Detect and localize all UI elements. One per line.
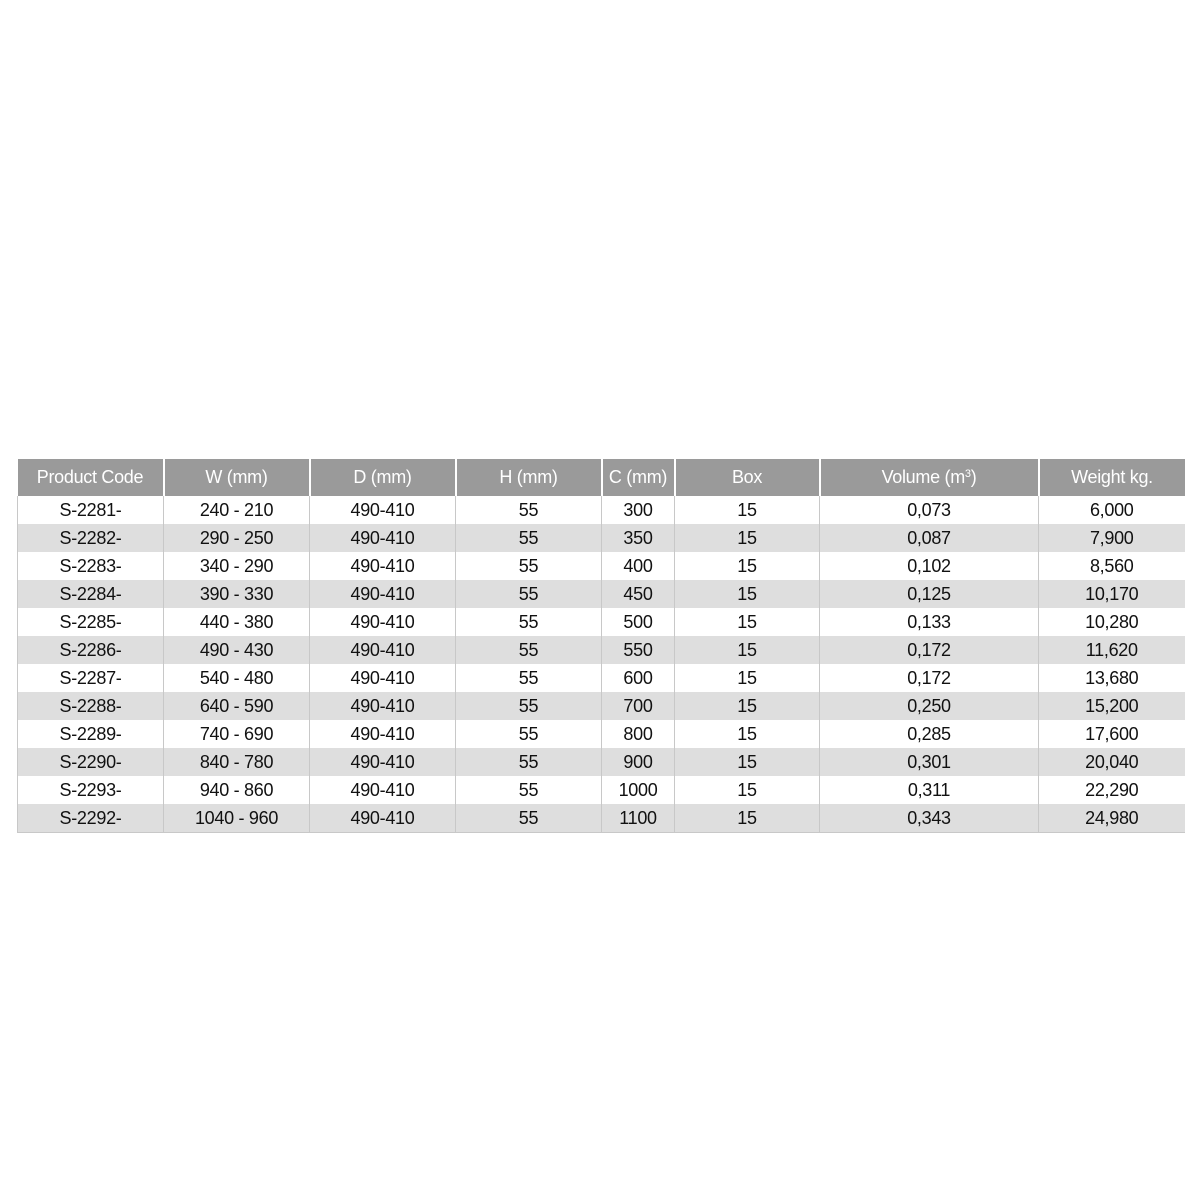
cell-depth: 490-410 — [310, 608, 456, 636]
cell-width: 490 - 430 — [164, 636, 310, 664]
cell-volume: 0,102 — [820, 552, 1039, 580]
header-volume — [820, 459, 1039, 496]
cell-box: 15 — [675, 580, 820, 608]
cell-product-code: S-2284- — [18, 580, 164, 608]
cell-depth: 490-410 — [310, 692, 456, 720]
cell-depth: 490-410 — [310, 636, 456, 664]
cell-volume: 0,172 — [820, 664, 1039, 692]
cell-weight: 13,680 — [1039, 664, 1185, 692]
table-row — [18, 776, 1185, 804]
product-spec-table — [17, 459, 1185, 833]
cell-volume: 0,133 — [820, 608, 1039, 636]
cell-box: 15 — [675, 692, 820, 720]
cell-volume: 0,172 — [820, 636, 1039, 664]
cell-depth: 490-410 — [310, 496, 456, 524]
cell-height: 55 — [456, 776, 602, 804]
cell-weight: 11,620 — [1039, 636, 1185, 664]
cell-product-code: S-2290- — [18, 748, 164, 776]
cell-c: 300 — [602, 496, 675, 524]
cell-weight: 22,290 — [1039, 776, 1185, 804]
cell-volume: 0,343 — [820, 804, 1039, 833]
cell-volume: 0,250 — [820, 692, 1039, 720]
header-depth: D (mm) — [310, 459, 456, 496]
cell-box: 15 — [675, 804, 820, 833]
cell-volume: 0,073 — [820, 496, 1039, 524]
table-row — [18, 552, 1185, 580]
table-row — [18, 496, 1185, 524]
cell-c: 400 — [602, 552, 675, 580]
table-row — [18, 692, 1185, 720]
cell-height: 55 — [456, 636, 602, 664]
cell-height: 55 — [456, 748, 602, 776]
cell-depth: 490-410 — [310, 552, 456, 580]
cell-height: 55 — [456, 804, 602, 833]
cell-weight: 17,600 — [1039, 720, 1185, 748]
cell-c: 550 — [602, 636, 675, 664]
cell-product-code: S-2289- — [18, 720, 164, 748]
header-volume-label: Volume (m — [881, 467, 965, 487]
cell-width: 740 - 690 — [164, 720, 310, 748]
cell-height: 55 — [456, 552, 602, 580]
cell-volume: 0,125 — [820, 580, 1039, 608]
cell-height: 55 — [456, 692, 602, 720]
cell-c: 700 — [602, 692, 675, 720]
cell-depth: 490-410 — [310, 776, 456, 804]
cell-c: 800 — [602, 720, 675, 748]
cell-c: 500 — [602, 608, 675, 636]
cell-width: 940 - 860 — [164, 776, 310, 804]
cell-height: 55 — [456, 720, 602, 748]
cell-weight: 24,980 — [1039, 804, 1185, 833]
cell-height: 55 — [456, 496, 602, 524]
cell-c: 1000 — [602, 776, 675, 804]
cell-box: 15 — [675, 524, 820, 552]
cell-height: 55 — [456, 664, 602, 692]
cell-box: 15 — [675, 720, 820, 748]
table-body — [18, 496, 1185, 833]
cell-box: 15 — [675, 496, 820, 524]
cell-volume: 0,087 — [820, 524, 1039, 552]
table-row — [18, 804, 1185, 833]
cell-weight: 10,170 — [1039, 580, 1185, 608]
cell-box: 15 — [675, 552, 820, 580]
cell-product-code: S-2282- — [18, 524, 164, 552]
cell-box: 15 — [675, 636, 820, 664]
cell-width: 340 - 290 — [164, 552, 310, 580]
cell-product-code: S-2283- — [18, 552, 164, 580]
cell-volume: 0,311 — [820, 776, 1039, 804]
cell-height: 55 — [456, 580, 602, 608]
cell-product-code: S-2287- — [18, 664, 164, 692]
cell-depth: 490-410 — [310, 580, 456, 608]
cell-weight: 10,280 — [1039, 608, 1185, 636]
table-row — [18, 748, 1185, 776]
cell-depth: 490-410 — [310, 524, 456, 552]
header-product-code: Product Code — [18, 459, 164, 496]
table-header-row — [18, 459, 1185, 496]
cell-box: 15 — [675, 748, 820, 776]
cell-width: 540 - 480 — [164, 664, 310, 692]
table-row — [18, 636, 1185, 664]
cell-weight: 6,000 — [1039, 496, 1185, 524]
cell-weight: 7,900 — [1039, 524, 1185, 552]
cell-c: 450 — [602, 580, 675, 608]
cell-product-code: S-2285- — [18, 608, 164, 636]
cell-width: 840 - 780 — [164, 748, 310, 776]
header-c: C (mm) — [602, 459, 675, 496]
cell-width: 1040 - 960 — [164, 804, 310, 833]
cell-c: 350 — [602, 524, 675, 552]
cell-product-code: S-2293- — [18, 776, 164, 804]
cell-weight: 15,200 — [1039, 692, 1185, 720]
cell-c: 1100 — [602, 804, 675, 833]
cell-depth: 490-410 — [310, 804, 456, 833]
header-volume-unit-exponent: 3 — [964, 468, 971, 480]
table-row — [18, 720, 1185, 748]
cell-width: 640 - 590 — [164, 692, 310, 720]
cell-box: 15 — [675, 608, 820, 636]
header-box: Box — [675, 459, 820, 496]
cell-volume: 0,301 — [820, 748, 1039, 776]
cell-product-code: S-2286- — [18, 636, 164, 664]
header-width: W (mm) — [164, 459, 310, 496]
cell-volume: 0,285 — [820, 720, 1039, 748]
cell-c: 900 — [602, 748, 675, 776]
cell-height: 55 — [456, 608, 602, 636]
header-weight: Weight kg. — [1039, 459, 1185, 496]
cell-product-code: S-2288- — [18, 692, 164, 720]
table-row — [18, 664, 1185, 692]
cell-c: 600 — [602, 664, 675, 692]
cell-width: 290 - 250 — [164, 524, 310, 552]
cell-height: 55 — [456, 524, 602, 552]
header-volume-close: ) — [970, 467, 977, 487]
cell-depth: 490-410 — [310, 748, 456, 776]
cell-product-code: S-2281- — [18, 496, 164, 524]
cell-depth: 490-410 — [310, 720, 456, 748]
cell-depth: 490-410 — [310, 664, 456, 692]
cell-width: 390 - 330 — [164, 580, 310, 608]
table-row — [18, 608, 1185, 636]
table-row — [18, 524, 1185, 552]
header-height: H (mm) — [456, 459, 602, 496]
cell-width: 440 - 380 — [164, 608, 310, 636]
cell-box: 15 — [675, 664, 820, 692]
cell-product-code: S-2292- — [18, 804, 164, 833]
cell-width: 240 - 210 — [164, 496, 310, 524]
cell-weight: 8,560 — [1039, 552, 1185, 580]
cell-weight: 20,040 — [1039, 748, 1185, 776]
table-row — [18, 580, 1185, 608]
cell-box: 15 — [675, 776, 820, 804]
